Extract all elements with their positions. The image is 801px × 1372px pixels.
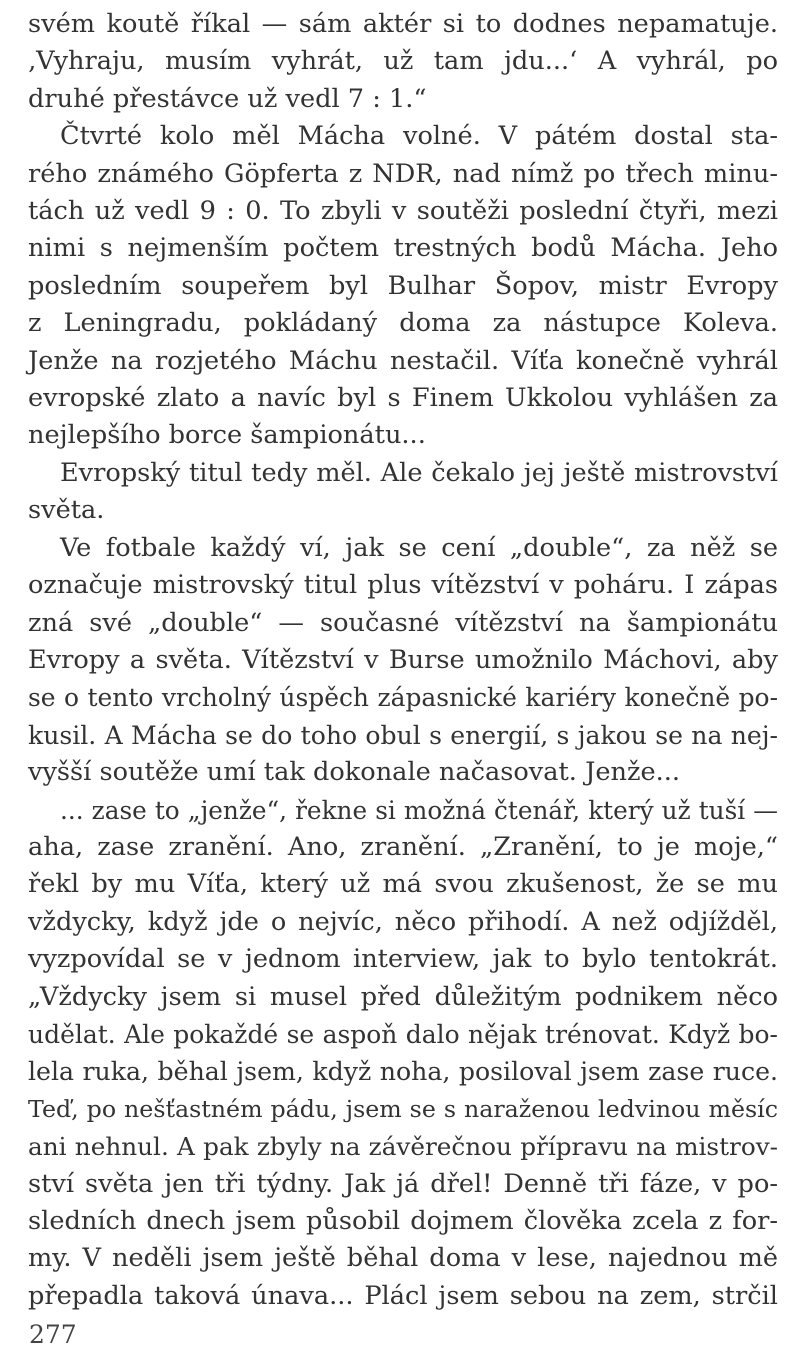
text-line: zná své „double“ — současné vítězství na šampionátu	[28, 607, 778, 638]
text-line: řekl by mu Víťa, který už má svou zkušenost, že se mu	[28, 869, 778, 900]
text-line: druhé přestávce už vedl 7 : 1.“	[28, 83, 427, 114]
text-line: Evropy a světa. Vítězství v Burse umožnilo Máchovi, aby	[28, 644, 778, 675]
text-line: lela ruka, běhal jsem, když noha, posiloval jsem zase ruce.	[28, 1057, 778, 1087]
text-line: nejlepšího borce šampionátu...	[28, 420, 426, 451]
text-line: vyzpovídal se v jednom interview, jak to bylo tentokrát.	[28, 944, 778, 975]
text-line: ani nehnul. A pak zbyly na závěrečnou přípravu na mistrov-	[28, 1132, 778, 1162]
text-line: svém koutě říkal — sám aktér si to dodnes nepamatuje.	[28, 9, 778, 39]
text-line: se o tento vrcholný úspěch zápasnické kariéry konečně po-	[28, 683, 778, 713]
text-line: světa.	[28, 495, 105, 526]
text-line: tách už vedl 9 : 0. To zbyli v soutěži poslední čtyři, mezi	[28, 196, 778, 227]
text-line: ství světa jen tři týdny. Jak já dřel! Denně tři fáze, v po-	[28, 1168, 778, 1199]
text-line: Čtvrté kolo měl Mácha volné. V pátém dostal sta-	[60, 121, 778, 152]
text-line: aha, zase zranění. Ano, zranění. „Zranění, to je moje,“	[28, 831, 778, 862]
text-line: přepadla taková únava... Plácl jsem sebou na zem, strčil	[28, 1280, 778, 1311]
text-line: rého známého Göpferta z NDR, nad nímž po třech minu-	[28, 158, 778, 189]
text-line: vyšší soutěže umí tak dokonale načasovat. Jenže...	[28, 757, 680, 788]
text-line: my. V neděli jsem ještě běhal doma v lese, najednou mě	[28, 1243, 778, 1274]
text-line: „Vždycky jsem si musel před důležitým podnikem něco	[28, 981, 778, 1012]
text-line: ... zase to „jenže“, řekne si možná čtenář, který už tuší —	[60, 795, 778, 825]
text-line: Ve fotbale každý ví, jak se cení „double“, za něž se	[60, 532, 778, 563]
text-line: kusil. A Mácha se do toho obul s energií, s jakou se na nej-	[28, 720, 778, 750]
text-line: Teď, po nešťastném pádu, jsem se s naraženou ledvinou měsíc	[28, 1094, 778, 1123]
text-line: označuje mistrovský titul plus vítězství v poháru. I zápas	[28, 570, 778, 601]
text-line: Jenže na rozjetého Máchu nestačil. Víťa konečně vyhrál	[28, 345, 778, 376]
text-line: evropské zlato a navíc byl s Finem Ukkolou vyhlášen za	[28, 383, 778, 414]
text-line: ‚Vyhraju, musím vyhrát, už tam jdu...‘ A vyhrál, po	[28, 46, 778, 77]
text-line: nimi s nejmenším počtem trestných bodů Mácha. Jeho	[28, 233, 778, 264]
text-line: vždycky, když jde o nejvíc, něco přihodí. A než odjížděl,	[28, 906, 778, 937]
text-line: udělat. Ale pokaždé se aspoň dalo nějak trénovat. Když bo-	[28, 1019, 778, 1049]
page-number: 277	[29, 1320, 77, 1349]
text-line: z Leningradu, pokládaný doma za nástupce Koleva.	[28, 308, 778, 339]
page-body-text	[28, 6, 778, 1315]
text-line: sledních dnech jsem působil dojmem člověka zcela z for-	[28, 1206, 778, 1236]
text-line: Evropský titul tedy měl. Ale čekalo jej ještě mistrovství	[60, 457, 778, 488]
text-line: posledním soupeřem byl Bulhar Šopov, mistr Evropy	[28, 270, 778, 301]
